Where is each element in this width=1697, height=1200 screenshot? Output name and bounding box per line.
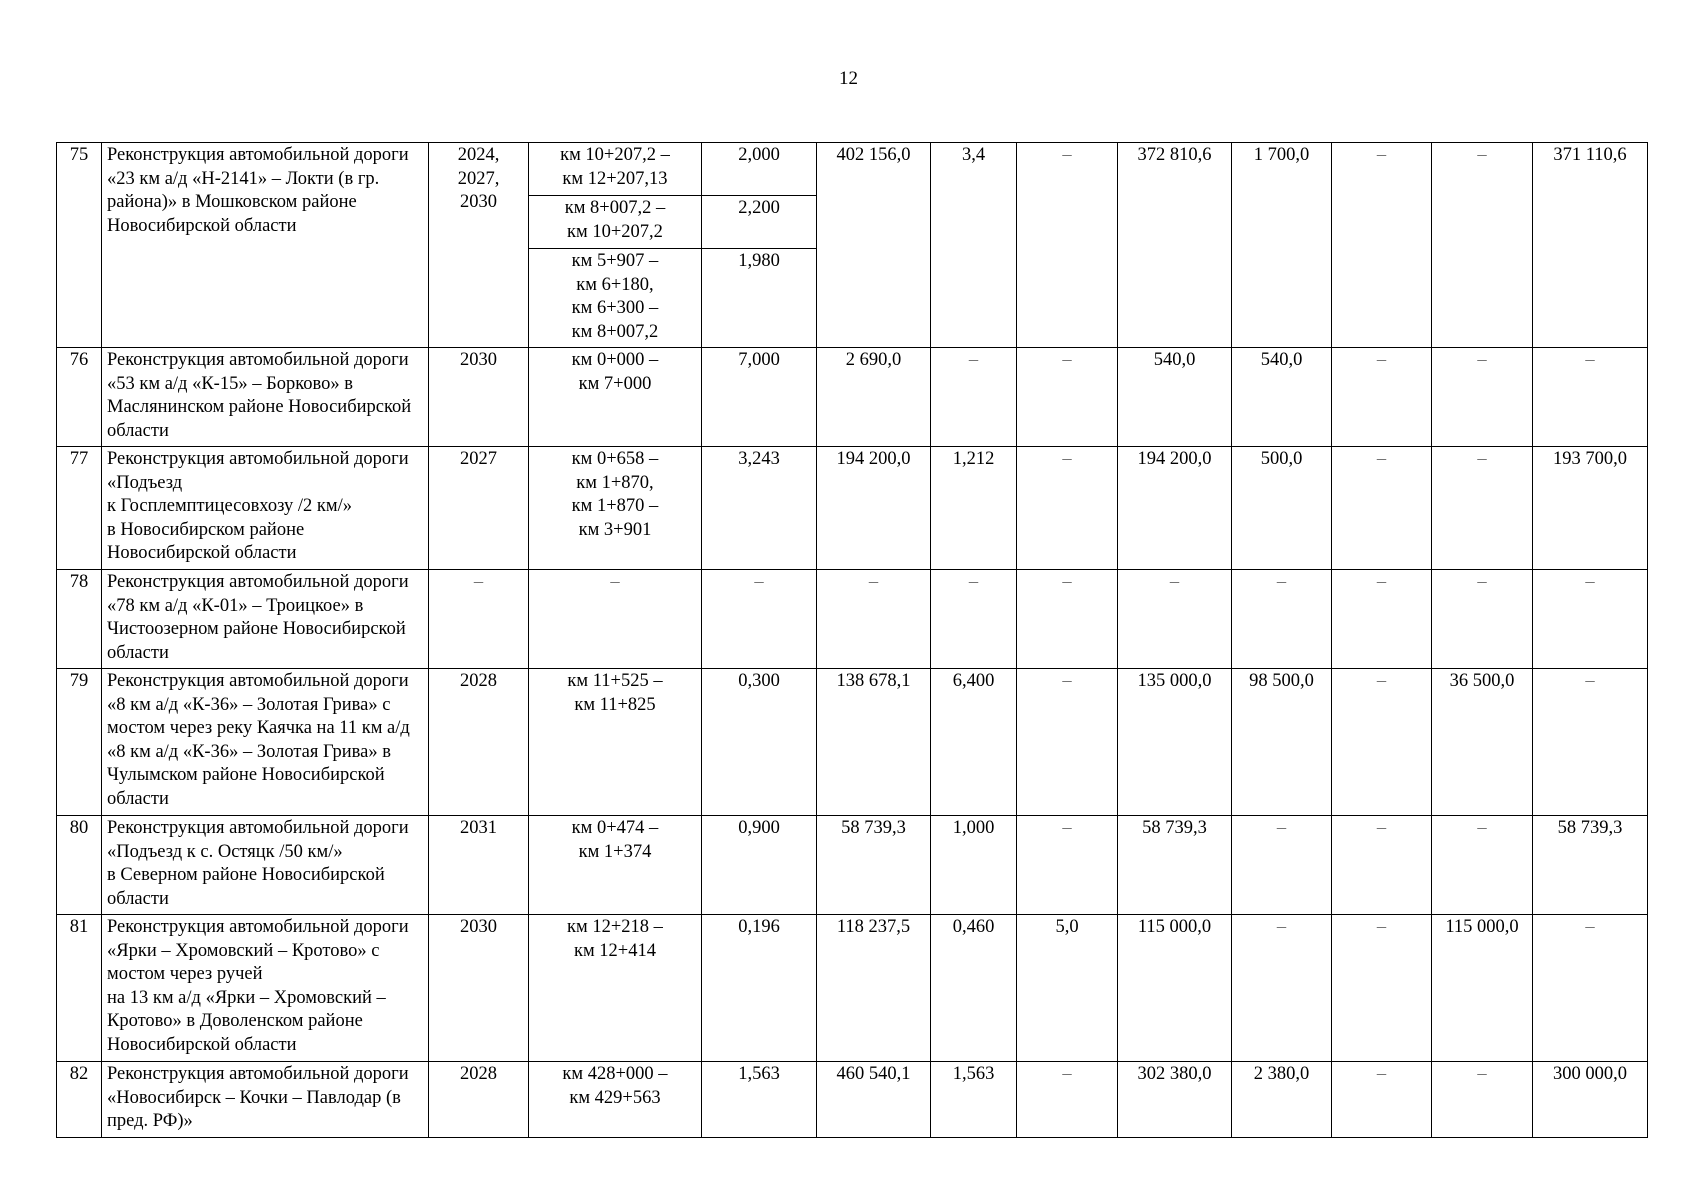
cell-c6: 3,4 xyxy=(931,143,1017,348)
cell-c11: 115 000,0 xyxy=(1432,915,1533,1062)
row-number: 79 xyxy=(57,669,102,816)
row-number: 82 xyxy=(57,1062,102,1138)
road-name: Реконструкция автомобильной дороги «53 км а/д «К-15» – Борково» в Маслянинском районе Новосибирской области xyxy=(102,348,429,447)
table-row xyxy=(57,1062,1648,1138)
cell-c9: 2 380,0 xyxy=(1232,1062,1332,1138)
cell-c12: 371 110,6 xyxy=(1533,143,1648,348)
length-km: 0,300 xyxy=(702,669,817,816)
cell-c9: – xyxy=(1232,570,1332,669)
km-range: км 428+000 – км 429+563 xyxy=(529,1062,702,1138)
road-name: Реконструкция автомобильной дороги «Новосибирск – Кочки – Павлодар (в пред. РФ)» xyxy=(102,1062,429,1138)
cell-cost-total: 138 678,1 xyxy=(817,669,931,816)
years: 2030 xyxy=(429,348,529,447)
cell-c10: – xyxy=(1332,447,1432,570)
years: 2028 xyxy=(429,669,529,816)
length-km: – xyxy=(702,570,817,669)
cell-c7: – xyxy=(1017,570,1118,669)
row-number: 81 xyxy=(57,915,102,1062)
table-row xyxy=(57,143,1648,196)
cell-c9: 540,0 xyxy=(1232,348,1332,447)
cell-c12: – xyxy=(1533,348,1648,447)
cell-c8: 540,0 xyxy=(1118,348,1232,447)
cell-c8: 115 000,0 xyxy=(1118,915,1232,1062)
years: 2031 xyxy=(429,816,529,915)
cell-c8: 58 739,3 xyxy=(1118,816,1232,915)
cell-c8: 372 810,6 xyxy=(1118,143,1232,348)
road-name: Реконструкция автомобильной дороги «Ярки – Хромовский – Кротово» с мостом через ручей на 13 км а/д «Ярки – Хромовский – Кротово» в Доволенском районе Новосибирской области xyxy=(102,915,429,1062)
cell-c6: 0,460 xyxy=(931,915,1017,1062)
cell-c10: – xyxy=(1332,669,1432,816)
table-row xyxy=(57,447,1648,570)
cell-c12: 300 000,0 xyxy=(1533,1062,1648,1138)
row-number: 75 xyxy=(57,143,102,348)
row-number: 76 xyxy=(57,348,102,447)
km-range: км 0+658 – км 1+870, км 1+870 – км 3+901 xyxy=(529,447,702,570)
cell-c9: 98 500,0 xyxy=(1232,669,1332,816)
cell-c7: 5,0 xyxy=(1017,915,1118,1062)
length-km: 3,243 xyxy=(702,447,817,570)
cell-c11: 36 500,0 xyxy=(1432,669,1533,816)
cell-cost-total: 118 237,5 xyxy=(817,915,931,1062)
km-range: км 8+007,2 – км 10+207,2 xyxy=(529,196,702,249)
table-row xyxy=(57,915,1648,1062)
cell-cost-total: 58 739,3 xyxy=(817,816,931,915)
cell-c10: – xyxy=(1332,143,1432,348)
length-km: 7,000 xyxy=(702,348,817,447)
road-name: Реконструкция автомобильной дороги «78 км а/д «К-01» – Троицкое» в Чистоозерном районе Новосибирской области xyxy=(102,570,429,669)
cell-cost-total: 460 540,1 xyxy=(817,1062,931,1138)
length-km: 2,000 xyxy=(702,143,817,196)
length-km: 2,200 xyxy=(702,196,817,249)
cell-c9: 1 700,0 xyxy=(1232,143,1332,348)
years: 2027 xyxy=(429,447,529,570)
km-range: км 11+525 – км 11+825 xyxy=(529,669,702,816)
km-range: км 12+218 – км 12+414 xyxy=(529,915,702,1062)
cell-c7: – xyxy=(1017,816,1118,915)
cell-c11: – xyxy=(1432,1062,1533,1138)
cell-c7: – xyxy=(1017,348,1118,447)
cell-c7: – xyxy=(1017,669,1118,816)
length-km: 0,196 xyxy=(702,915,817,1062)
cell-c8: 302 380,0 xyxy=(1118,1062,1232,1138)
cell-c9: – xyxy=(1232,915,1332,1062)
km-range: км 5+907 – км 6+180, км 6+300 – км 8+007,2 xyxy=(529,249,702,348)
length-km: 1,980 xyxy=(702,249,817,348)
cell-c11: – xyxy=(1432,570,1533,669)
cell-c12: – xyxy=(1533,570,1648,669)
years: – xyxy=(429,570,529,669)
cell-c10: – xyxy=(1332,1062,1432,1138)
cell-c11: – xyxy=(1432,348,1533,447)
cell-c10: – xyxy=(1332,570,1432,669)
length-km: 0,900 xyxy=(702,816,817,915)
length-km: 1,563 xyxy=(702,1062,817,1138)
row-number: 78 xyxy=(57,570,102,669)
cell-c9: – xyxy=(1232,816,1332,915)
cell-cost-total: 194 200,0 xyxy=(817,447,931,570)
row-number: 77 xyxy=(57,447,102,570)
years: 2030 xyxy=(429,915,529,1062)
row-number: 80 xyxy=(57,816,102,915)
cell-c10: – xyxy=(1332,816,1432,915)
page-number: 12 xyxy=(839,68,858,89)
cell-c11: – xyxy=(1432,447,1533,570)
table-row xyxy=(57,669,1648,816)
road-reconstruction-table xyxy=(56,142,1648,1138)
cell-c6: 1,000 xyxy=(931,816,1017,915)
cell-c8: 135 000,0 xyxy=(1118,669,1232,816)
table-row xyxy=(57,816,1648,915)
cell-c12: – xyxy=(1533,915,1648,1062)
cell-c12: 58 739,3 xyxy=(1533,816,1648,915)
cell-c6: 6,400 xyxy=(931,669,1017,816)
cell-c8: 194 200,0 xyxy=(1118,447,1232,570)
km-range: – xyxy=(529,570,702,669)
cell-c6: – xyxy=(931,348,1017,447)
cell-c8: – xyxy=(1118,570,1232,669)
cell-c6: 1,563 xyxy=(931,1062,1017,1138)
table-row xyxy=(57,570,1648,669)
cell-c11: – xyxy=(1432,143,1533,348)
cell-c9: 500,0 xyxy=(1232,447,1332,570)
cell-c12: – xyxy=(1533,669,1648,816)
cell-c12: 193 700,0 xyxy=(1533,447,1648,570)
cell-c6: 1,212 xyxy=(931,447,1017,570)
cell-cost-total: 2 690,0 xyxy=(817,348,931,447)
cell-c7: – xyxy=(1017,1062,1118,1138)
km-range: км 10+207,2 – км 12+207,13 xyxy=(529,143,702,196)
cell-cost-total: – xyxy=(817,570,931,669)
cell-c11: – xyxy=(1432,816,1533,915)
cell-cost-total: 402 156,0 xyxy=(817,143,931,348)
cell-c10: – xyxy=(1332,348,1432,447)
years: 2028 xyxy=(429,1062,529,1138)
km-range: км 0+474 – км 1+374 xyxy=(529,816,702,915)
cell-c6: – xyxy=(931,570,1017,669)
road-name: Реконструкция автомобильной дороги «8 км а/д «К-36» – Золотая Грива» с мостом через реку Каячка на 11 км а/д «8 км а/д «К-36» – Золотая Грива» в Чулымском районе Новосибирской области xyxy=(102,669,429,816)
cell-c7: – xyxy=(1017,143,1118,348)
table-row xyxy=(57,348,1648,447)
years: 2024, 2027, 2030 xyxy=(429,143,529,348)
road-name: Реконструкция автомобильной дороги «23 км а/д «Н-2141» – Локти (в гр. района)» в Мошковском районе Новосибирской области xyxy=(102,143,429,348)
km-range: км 0+000 – км 7+000 xyxy=(529,348,702,447)
road-name: Реконструкция автомобильной дороги «Подъезд к Госплемптицесовхозу /2 км/» в Новосибирском районе Новосибирской области xyxy=(102,447,429,570)
road-name: Реконструкция автомобильной дороги «Подъезд к с. Остяцк /50 км/» в Северном районе Новосибирской области xyxy=(102,816,429,915)
cell-c7: – xyxy=(1017,447,1118,570)
cell-c10: – xyxy=(1332,915,1432,1062)
